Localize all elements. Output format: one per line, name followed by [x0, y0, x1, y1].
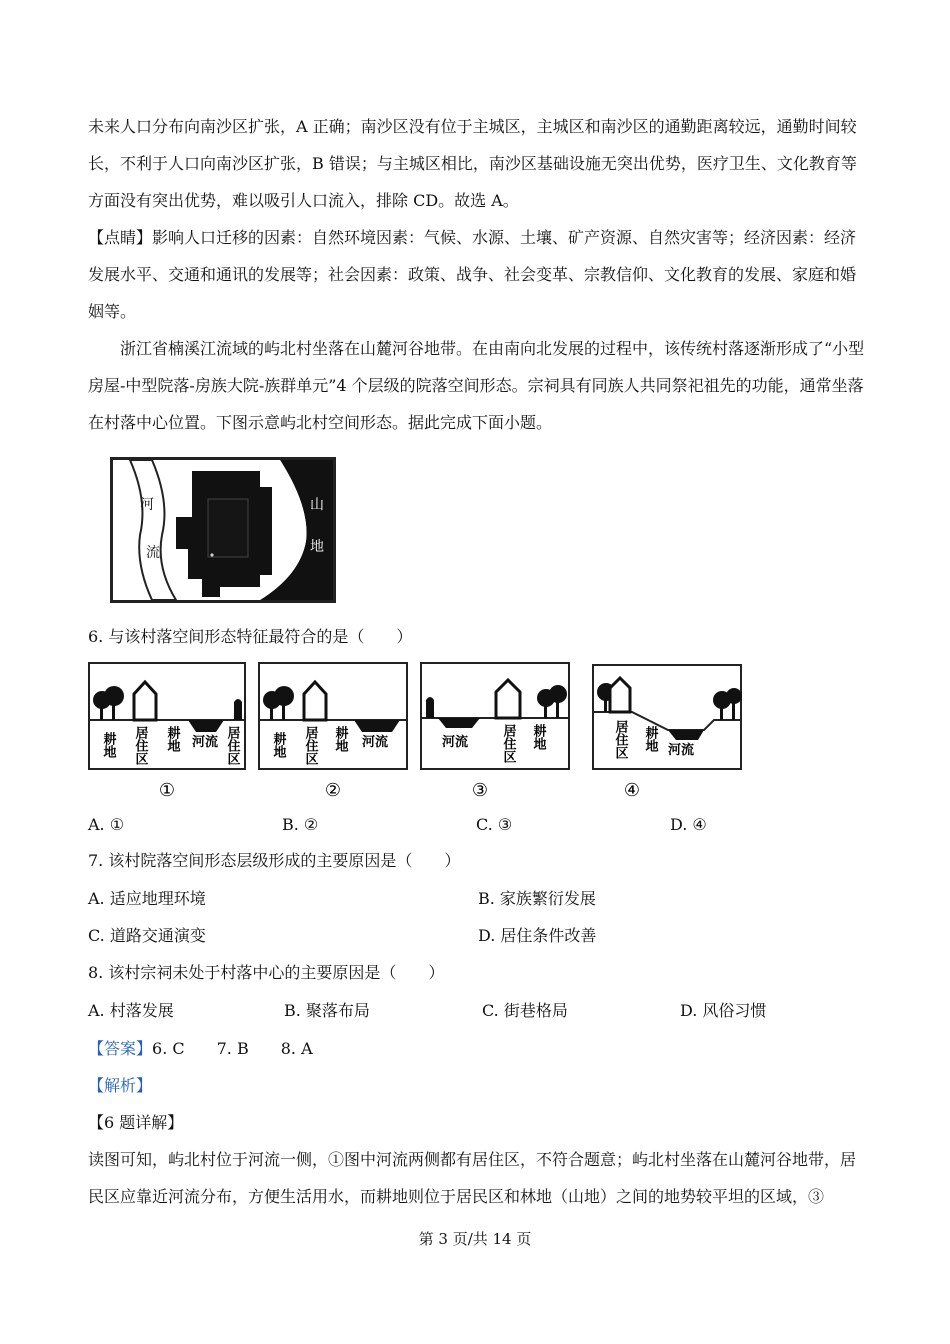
panel4-number: ④ — [623, 780, 641, 801]
answer-text: 6. C 7. B 8. A — [152, 1039, 313, 1058]
mountain-char-2: 地 — [310, 539, 324, 555]
panel2-number: ② — [324, 780, 342, 801]
dianjing-text: 影响人口迁移的因素：自然环境因素：气候、水源、土壤、矿产资源、自然灾害等；经济因素：经济发展水平、交通和通讯的发展等；社会因素：政策、战争、社会变革、宗教信仰、文化教育的发展、家庭和婚姻等。 — [88, 228, 857, 321]
profile-panel-1 — [88, 662, 246, 810]
q7-option-b[interactable]: B. 家族繁衍发展 — [478, 889, 596, 908]
q8-option-b[interactable]: B. 聚落布局 — [284, 1001, 370, 1020]
panel2-label-4: 河流 — [362, 735, 389, 750]
panel1-label-2: 居住区 — [132, 726, 148, 765]
answer-line — [88, 1030, 868, 1067]
panel3-label-1: 河流 — [442, 735, 469, 750]
q8-options — [88, 998, 868, 1024]
profile-panel-3 — [420, 662, 570, 810]
q6-option-b[interactable]: B. ② — [282, 815, 319, 834]
q6-detail-text: 读图可知，屿北村位于河流一侧，①图中河流两侧都有居住区，不符合题意；屿北村坐落在山麓河谷地带，居民区应靠近河流分布，方便生活用水，而耕地则位于居民区和林地（山地）之间的地势较平坦的区域，③ — [88, 1150, 857, 1206]
mountain-char-1: 山 — [310, 497, 324, 513]
panel2-label-2: 居住区 — [302, 726, 318, 765]
river-char-1: 河 — [140, 497, 154, 513]
q7-option-c[interactable]: C. 道路交通演变 — [88, 926, 206, 945]
dianjing-tag: 【点睛】 — [88, 228, 153, 247]
panel1-label-5: 居住区 — [224, 726, 240, 765]
analysis-tag: 【解析】 — [88, 1076, 153, 1095]
panel4-label-2: 耕地 — [642, 726, 658, 752]
q8-option-c[interactable]: C. 街巷格局 — [482, 1001, 568, 1020]
panel1-label-4: 河流 — [192, 735, 219, 750]
q6-stem: 6. 与该村落空间形态特征最符合的是（ ） — [88, 627, 413, 646]
q7-stem: 7. 该村院落空间形态层级形成的主要原因是（ ） — [88, 851, 461, 870]
q8-option-a[interactable]: A. 村落发展 — [88, 1001, 174, 1020]
q6-option-d[interactable]: D. ④ — [670, 815, 707, 834]
q6-detail-title: 【6 题详解】 — [88, 1113, 184, 1132]
q8-option-d[interactable]: D. 风俗习惯 — [680, 1001, 767, 1020]
q6-option-a[interactable]: A. ① — [88, 815, 125, 834]
panel2-label-3: 耕地 — [332, 726, 348, 752]
river-char-2: 流 — [146, 545, 160, 561]
material-paragraph: 浙江省楠溪江流域的屿北村坐落在山麓河谷地带。在由南向北发展的过程中，该传统村落逐渐形成了“小型房屋-中型院落-房族大院-族群单元”4 个层级的院落空间形态。宗祠具有同族人共同祭祀祖先的功能，通常坐落在村落中心位置。下图示意屿北村空间形态。据此完成下面小题。 — [88, 339, 865, 432]
village-map-figure — [110, 457, 336, 605]
profile-panel-4 — [592, 664, 742, 810]
profile-panel-2 — [258, 662, 408, 810]
panel4-label-3: 河流 — [668, 743, 695, 758]
panel3-label-3: 耕地 — [530, 724, 546, 750]
q7-option-d[interactable]: D. 居住条件改善 — [478, 926, 597, 945]
panel1-number: ① — [158, 780, 176, 801]
dianjing-paragraph — [88, 219, 868, 330]
panel1-label-1: 耕地 — [100, 732, 116, 758]
q7-options-row1 — [88, 886, 868, 912]
q6-option-c[interactable]: C. ③ — [476, 815, 513, 834]
page-footer: 第 3 页/共 14 页 — [418, 1230, 532, 1248]
panel3-label-2: 居住区 — [500, 724, 516, 763]
q8-stem: 8. 该村宗祠未处于村落中心的主要原因是（ ） — [88, 963, 445, 982]
panel4-label-1: 居住区 — [612, 720, 628, 759]
answer-tag: 【答案】 — [88, 1039, 153, 1058]
panel1-label-3: 耕地 — [164, 726, 180, 752]
panel3-number: ③ — [471, 780, 489, 801]
q7-option-a[interactable]: A. 适应地理环境 — [88, 889, 206, 908]
continued-explanation: 未来人口分布向南沙区扩张，A 正确；南沙区没有位于主城区，主城区和南沙区的通勤距离较远，通勤时间较长，不利于人口向南沙区扩张，B 错误；与主城区相比，南沙区基础设施无突出优势，医疗卫生、文化教育等方面没有突出优势，难以吸引人口流入，排除 CD。故选 A。 — [88, 117, 857, 210]
panel2-label-1: 耕地 — [270, 732, 286, 758]
q7-options-row2 — [88, 923, 868, 949]
q6-options — [88, 812, 868, 838]
